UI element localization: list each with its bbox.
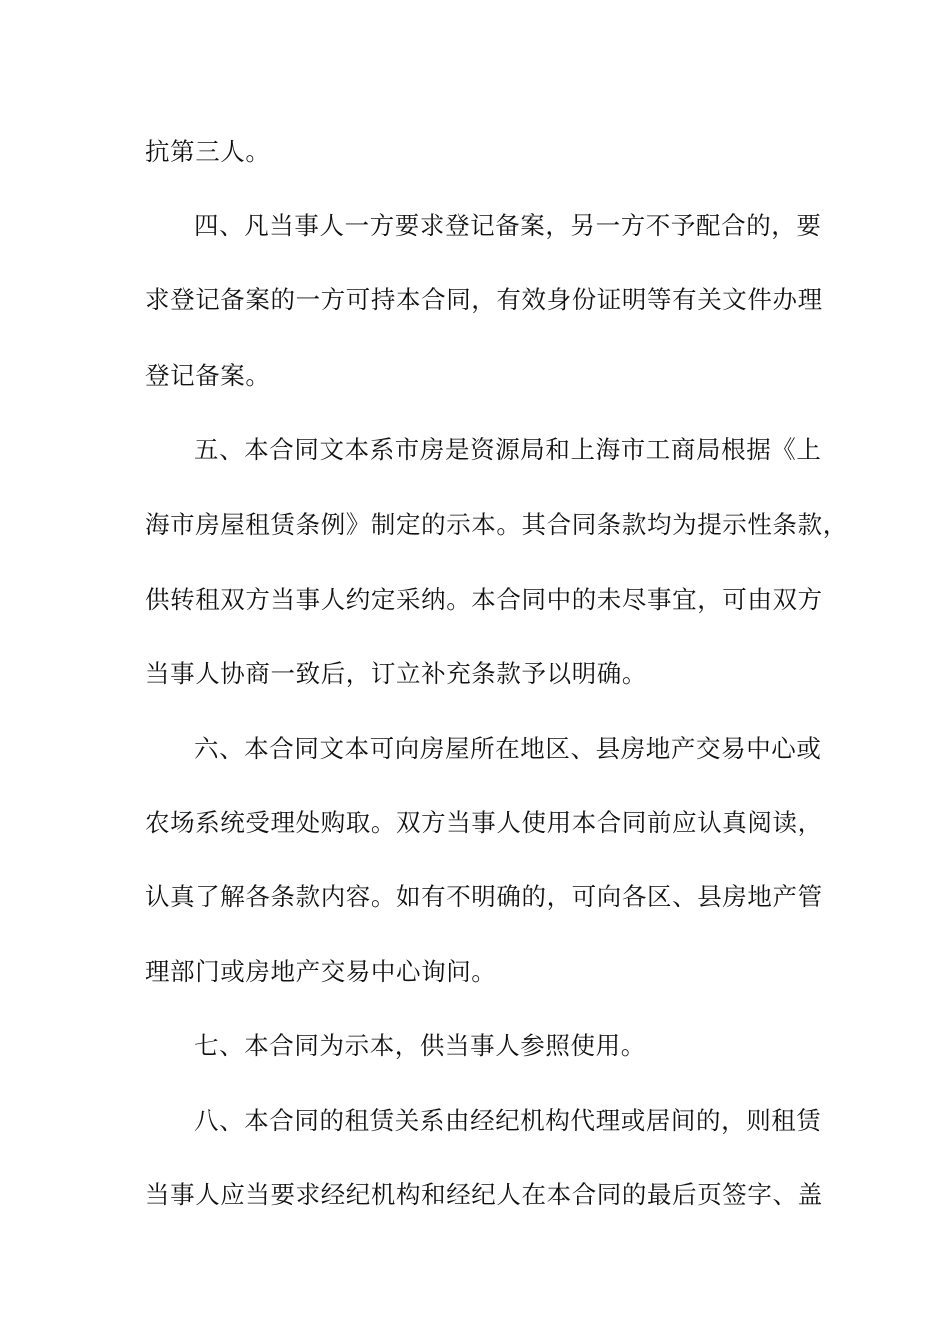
paragraph-4-line-2: 求登记备案的一方可持本合同，有效身份证明等有关文件办理 — [145, 285, 823, 314]
paragraph-5-line-4: 当事人协商一致后，订立补充条款予以明确。 — [145, 659, 647, 688]
paragraph-4-line-3: 登记备案。 — [145, 361, 271, 390]
paragraph-4-line-1: 四、凡当事人一方要求登记备案，另一方不予配合的，要 — [194, 211, 822, 240]
paragraph-5-line-2: 海市房屋租赁条例》制定的示本。其合同条款均为提示性条款， — [145, 510, 848, 539]
text-line: 抗第三人。 — [145, 137, 271, 166]
paragraph-6-line-1: 六、本合同文本可向房屋所在地区、县房地产交易中心或 — [194, 734, 822, 763]
paragraph-8-line-1: 八、本合同的租赁关系由经纪机构代理或居间的，则租赁 — [194, 1106, 822, 1135]
paragraph-5-line-1: 五、本合同文本系市房是资源局和上海市工商局根据《上 — [194, 435, 822, 464]
paragraph-8-line-2: 当事人应当要求经纪机构和经纪人在本合同的最后页签字、盖 — [145, 1180, 823, 1209]
paragraph-6-line-3: 认真了解各条款内容。如有不明确的，可向各区、县房地产管 — [145, 882, 823, 911]
paragraph-7-line-1: 七、本合同为示本，供当事人参照使用。 — [194, 1031, 646, 1060]
paragraph-6-line-2: 农场系统受理处购取。双方当事人使用本合同前应认真阅读， — [145, 808, 823, 837]
paragraph-5-line-3: 供转租双方当事人约定采纳。本合同中的未尽事宜，可由双方 — [145, 585, 823, 614]
paragraph-6-line-4: 理部门或房地产交易中心询问。 — [145, 957, 497, 986]
